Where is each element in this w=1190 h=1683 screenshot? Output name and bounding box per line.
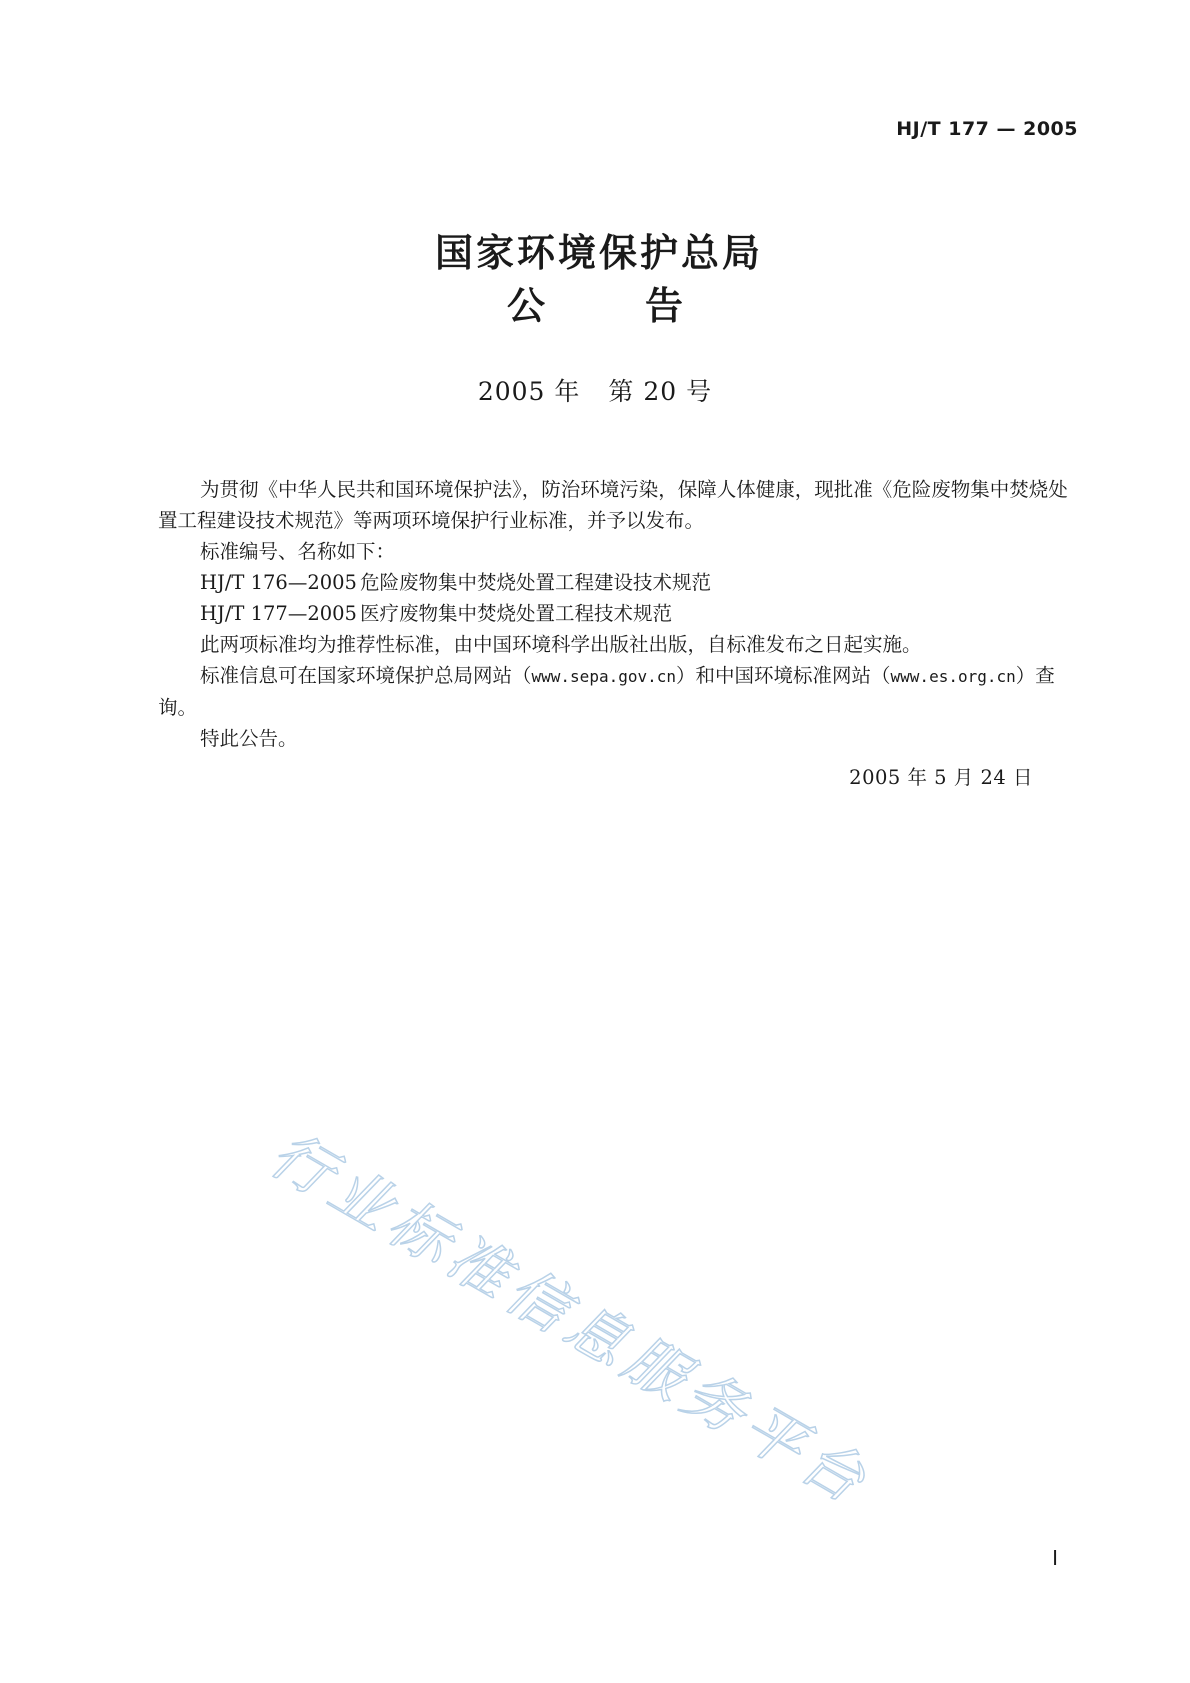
sepa-website-url: www.sepa.gov.cn (531, 667, 677, 686)
issue-number: 第 20 号 (608, 377, 713, 406)
watermark-text: 行业标准信息服务平台 (258, 1119, 883, 1520)
body-paragraph-3: 此两项标准均为推荐性标准，由中国环境科学出版社出版，自标准发布之日起实施。 (200, 633, 922, 656)
announcement-date: 2005 年 5 月 24 日 (849, 766, 1033, 789)
paragraph-4-text-end: ）查询。 (158, 664, 1055, 719)
standard-number: HJ/T 177 — 2005 (896, 118, 1078, 140)
issuing-authority-title: 国家环境保护总局 (434, 231, 763, 275)
standard-entry (158, 567, 1080, 598)
standard-entry (158, 598, 1080, 629)
issue-year: 2005 年 (477, 377, 581, 406)
body-paragraph-5: 特此公告。 (200, 727, 298, 750)
standard-code: HJ/T 177—2005 (200, 602, 357, 625)
paragraph-4-text-middle: ）和中国环境标准网站（ (676, 664, 891, 687)
standard-name: 医疗废物集中焚烧处置工程技术规范 (360, 602, 673, 625)
paragraph-4-text-start: 标准信息可在国家环境保护总局网站（ (200, 664, 532, 687)
page-number: I (1052, 1546, 1058, 1570)
body-paragraph-2: 标准编号、名称如下： (200, 540, 396, 563)
announcement-title: 公告 (506, 284, 783, 328)
issue-number-line (0, 372, 1190, 408)
standard-code: HJ/T 176—2005 (200, 571, 357, 594)
body-paragraph-1: 为贯彻《中华人民共和国环境保护法》，防治环境污染，保障人体健康，现批准《危险废物集中焚烧处置工程建设技术规范》等两项环境保护行业标准，并予以发布。 (158, 478, 1068, 532)
es-website-url: www.es.org.cn (890, 667, 1016, 686)
body-paragraph-4 (158, 660, 1080, 723)
announcement-body (158, 474, 1080, 754)
standard-name: 危险废物集中焚烧处置工程建设技术规范 (360, 571, 712, 594)
title-block (0, 228, 1190, 334)
